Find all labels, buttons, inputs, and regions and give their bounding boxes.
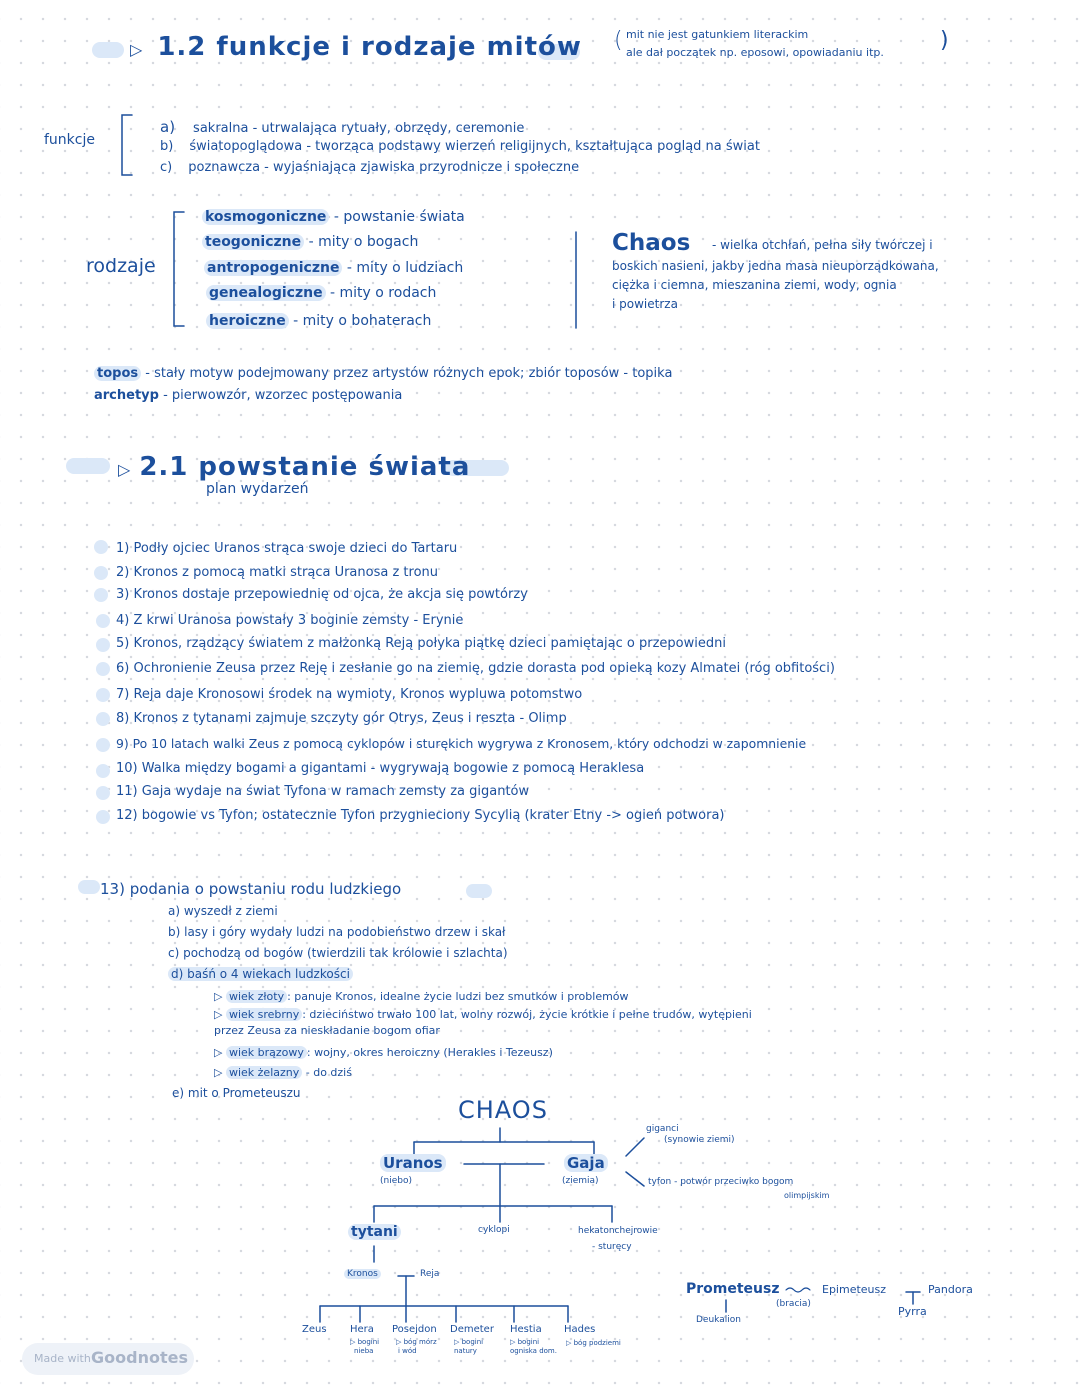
tree-kronos: Kronos <box>344 1269 381 1279</box>
chaos-def-2: boskich nasieni, jakby jedna masa nieuporządkowana, <box>612 259 939 273</box>
note-paren-close: ) <box>940 28 949 53</box>
podanie-e: e) mit o Prometeuszu <box>172 1086 301 1100</box>
rodzaj-heroiczne: heroiczne - mity o bohaterach <box>206 313 431 329</box>
podanie-c: c) pochodzą od bogów (twierdzili tak królowie i szlachta) <box>168 946 508 960</box>
event-10: 10) Walka między bogami a gigantami - wygrywają bogowie z pomocą Heraklesa <box>116 761 645 776</box>
chaos-term: Chaos <box>612 230 691 256</box>
tree-cyklopi: cyklopi <box>478 1225 510 1235</box>
event-3: 3) Kronos dostaje przepowiednię od ojca, że akcja się powtórzy <box>116 587 528 602</box>
tree-deukalion: Deukalion <box>696 1315 741 1325</box>
tree-child-hestia: Hestia <box>510 1324 542 1335</box>
topos-line: topos - stały motyw podejmowany przez artystów różnych epok; zbiór toposów - topika <box>94 366 672 381</box>
tree-child-zeus: Zeus <box>302 1324 327 1335</box>
wiek-zelazny: ▷ wiek żelazny - do dziś <box>214 1066 352 1079</box>
event-9: 9) Po 10 latach walki Zeus z pomocą cyklopów i sturękich wygrywa z Kronosem, który odchodzi w zapomnienie <box>116 736 807 751</box>
section3-title: 13) podania o powstaniu rodu ludzkiego <box>100 880 402 898</box>
tree-child-demeter: Demeter <box>450 1324 494 1335</box>
chaos-def-1: - wielka otchłań, pełna siły twórczej i <box>712 238 933 252</box>
tree-hekaton-sub: - sturęcy <box>592 1242 632 1252</box>
badge-made-with: Made with <box>34 1352 91 1365</box>
event-4: 4) Z krwi Uranosa powstały 3 boginie zemsty - Erynie <box>116 613 464 628</box>
note-line-2: ale dał początek np. eposowi, opowiadaniu itp. <box>626 46 884 59</box>
note-paren-open: ( <box>614 28 623 53</box>
podanie-a: a) wyszedł z ziemi <box>168 904 278 918</box>
rodzaj-antropogeniczne: antropogeniczne - mity o ludziach <box>204 260 463 276</box>
tree-epimeteusz: Epimeteusz <box>822 1283 887 1296</box>
tree-uranos-sub: (niebo) <box>380 1176 412 1186</box>
tree-uranos: Uranos <box>380 1154 446 1172</box>
chaos-def-4: i powietrza <box>612 297 678 311</box>
tree-child-hestia-note1: ▷ bogini <box>510 1338 540 1346</box>
tree-pandora: Pandora <box>928 1283 973 1296</box>
rodzaj-genealogiczne: genealogiczne - mity o rodach <box>206 285 436 301</box>
event-1: 1) Podły ojciec Uranos strąca swoje dzieci do Tartaru <box>116 541 458 556</box>
rodzaj-kosmogoniczne: kosmogoniczne - powstanie świata <box>202 209 465 225</box>
archetyp-line: archetyp - pierwowzór, wzorzec postępowania <box>94 388 403 403</box>
tree-child-posejdon: Posejdon <box>392 1324 437 1335</box>
event-2: 2) Kronos z pomocą matki strąca Uranosa z tronu <box>116 565 438 580</box>
event-5: 5) Kronos, rządzący światem z małżonką Reją połyka piątkę dzieci pamiętając o przepowiedni <box>116 636 726 651</box>
tree-child-posejdon-note1: ▷ bóg mórz <box>396 1338 437 1346</box>
tree-chaos: CHAOS <box>458 1096 548 1124</box>
tree-gaja-sub: (ziemia) <box>562 1176 599 1186</box>
event-12: 12) bogowie vs Tyfon; ostatecznie Tyfon przygnieciony Sycylią (krater Etny -> ogień potwora) <box>116 808 725 823</box>
tree-tyfon-cont: olimpijskim <box>784 1191 830 1200</box>
section1-title: ▷ 1.2 funkcje i rodzaje mitów <box>130 32 582 62</box>
wiek-srebrny: ▷ wiek srebrny : dzieciństwo trwało 100 lat, wolny rozwój, życie krótkie i pełne trudów, wytępieni <box>214 1008 752 1021</box>
tree-child-hera-note1: ▷ bogini <box>350 1338 380 1346</box>
tree-giganci-sub: (synowie ziemi) <box>664 1135 735 1145</box>
tree-child-hades-note1: ▷ bóg podziemi <box>566 1339 621 1347</box>
wiek-brazowy: ▷ wiek brązowy : wojny, okres heroiczny (Herakles i Tezeusz) <box>214 1046 553 1059</box>
tree-giganci: giganci <box>646 1124 679 1134</box>
tree-gaja: Gaja <box>564 1154 608 1172</box>
section2-title: ▷ 2.1 powstanie świata <box>118 452 471 482</box>
tree-tytani: tytani <box>348 1224 401 1240</box>
tree-child-hera-note2: nieba <box>354 1347 374 1355</box>
tree-tyfon: tyfon - potwór przeciwko bogom <box>648 1177 794 1187</box>
note-line-1: mit nie jest gatunkiem literackim <box>626 28 809 41</box>
tree-child-demeter-note2: natury <box>454 1347 477 1355</box>
event-6: 6) Ochronienie Zeusa przez Reję i zesłanie go na ziemię, gdzie dorasta pod opieką kozy Almatei (róg obfitości) <box>116 661 835 676</box>
rodzaj-teogoniczne: teogoniczne - mity o bogach <box>202 234 418 250</box>
chaos-def-3: ciężka i ciemna, mieszanina ziemi, wody, ognia <box>612 278 897 292</box>
funkcja-b: b) światopoglądowa - tworząca podstawy wierzeń religijnych, kształtująca pogląd na świat <box>160 139 760 154</box>
badge-brand: Goodnotes <box>91 1348 188 1367</box>
section2-subtitle: plan wydarzeń <box>206 481 309 497</box>
tree-child-hades: Hades <box>564 1324 596 1335</box>
wiek-zloty: ▷ wiek złoty : panuje Kronos, idealne życie ludzi bez smutków i problemów <box>214 990 629 1003</box>
tree-child-posejdon-note2: i wód <box>398 1347 417 1355</box>
tree-pyrra: Pyrra <box>898 1305 927 1318</box>
tree-hekaton: hekatonchejrowie <box>578 1226 658 1236</box>
rodzaje-label: rodzaje <box>86 255 156 277</box>
funkcja-c: c) poznawcza - wyjaśniająca zjawiska przyrodnicze i społeczne <box>160 160 580 175</box>
funkcja-a: a) sakralna - utrwalająca rytuały, obrzędy, ceremonie <box>160 118 525 136</box>
event-8: 8) Kronos z tytanami zajmuje szczyty gór Otrys, Zeus i reszta - Olimp <box>116 711 567 726</box>
tree-child-hera: Hera <box>350 1324 374 1335</box>
event-11: 11) Gaja wydaje na świat Tyfona w ramach zemsty za gigantów <box>116 784 530 799</box>
tree-reja: Reja <box>420 1269 440 1279</box>
wiek-srebrny-cont: przez Zeusa za nieskładanie bogom ofiar <box>214 1024 440 1037</box>
tree-bracia: (bracia) <box>776 1299 811 1309</box>
podanie-d: d) baśń o 4 wiekach ludzkości <box>168 967 353 981</box>
tree-prometeusz: Prometeusz <box>686 1281 780 1297</box>
funkcje-label: funkcje <box>44 132 95 148</box>
tree-child-hestia-note2: ogniska dom. <box>510 1347 557 1355</box>
event-7: 7) Reja daje Kronosowi środek na wymioty, Kronos wypluwa potomstwo <box>116 687 583 702</box>
tree-child-demeter-note1: ▷ bogini <box>454 1338 484 1346</box>
podanie-b: b) lasy i góry wydały ludzi na podobieństwo drzew i skał <box>168 925 506 939</box>
